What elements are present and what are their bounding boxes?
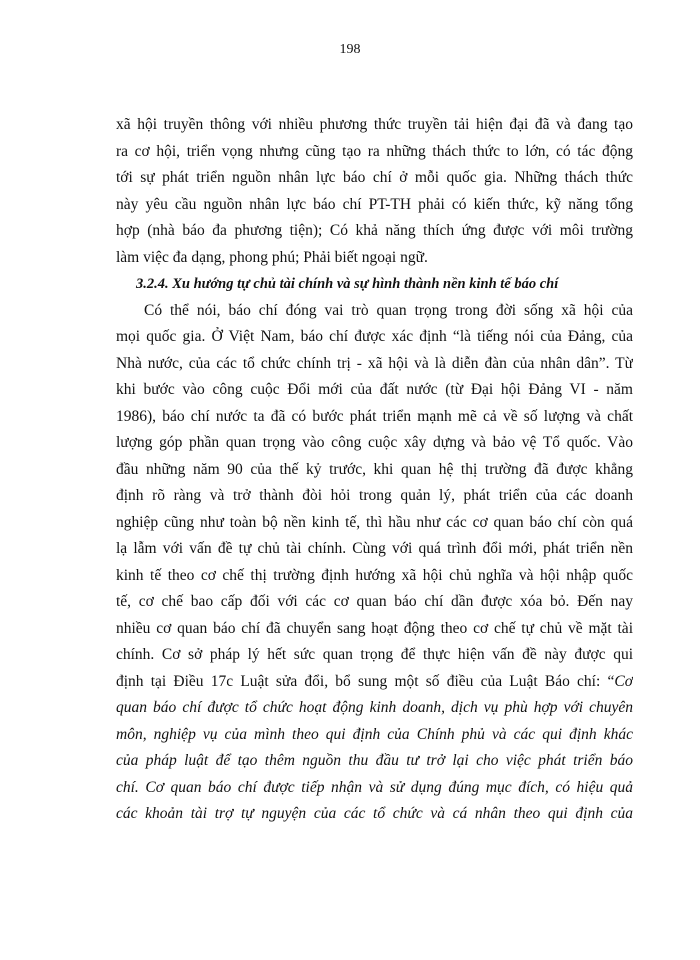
text-line: khi bước vào công cuộc Đổi mới của đất nước (từ Đại hội Đảng VI - năm	[116, 381, 633, 398]
body-text	[116, 112, 633, 828]
text-line: định rõ ràng và trở thành đòi hỏi trong quản lý, phát triển của các doanh	[116, 487, 633, 504]
text-line: xã hội truyền thông với nhiều phương thức truyền tải hiện đại đã và đang tạo	[116, 116, 633, 133]
text-line: ra cơ hội, triển vọng nhưng cũng tạo ra những thách thức to lớn, có tác động	[116, 142, 633, 160]
text-line: lượng góp phần quan trọng vào công cuộc xây dựng và bảo vệ Tổ quốc. Vào	[116, 434, 633, 451]
text-line: lạ lẫm với vấn đề tự chủ tài chính. Cùng với quá trình đổi mới, phát triển nền	[116, 540, 633, 557]
text-line: nhiều cơ quan báo chí đã chuyển sang hoạt động theo cơ chế tự chủ về mặt tài	[116, 619, 633, 637]
quote-line: chí. Cơ quan báo chí được tiếp nhận và sử dụng đúng mục đích, có hiệu quả	[116, 778, 633, 796]
text-line: tế, cơ chế bao cấp đối với các cơ quan báo chí dần được xóa bỏ. Đến nay	[116, 593, 633, 610]
quote-line: quan báo chí được tổ chức hoạt động kinh doanh, dịch vụ phù hợp với chuyên	[116, 699, 633, 716]
quote-line: các khoản tài trợ tự nguyện của các tổ chức và cá nhân theo qui định của	[116, 805, 633, 822]
text-line: kinh tế theo cơ chế thị trường định hướng xã hội chủ nghĩa và hội nhập quốc	[116, 566, 633, 584]
section-heading: 3.2.4. Xu hướng tự chủ tài chính và sự hình thành nền kinh tế báo chí	[136, 276, 559, 292]
text-line: nghiệp cũng như toàn bộ nền kinh tế, thì hầu như các cơ quan báo chí còn quá	[116, 513, 633, 531]
text-line: mọi quốc gia. Ở Việt Nam, báo chí được xác định “là tiếng nói của Đảng, của	[116, 328, 633, 345]
text-line: này yêu cầu nguồn nhân lực báo chí PT-TH phải có kiến thức, kỹ năng tổng	[116, 195, 633, 213]
quote-line: của pháp luật để tạo thêm nguồn thu đầu tư trở lại cho việc phát triển báo	[116, 752, 633, 769]
quote-line: môn, nghiệp vụ của mình theo qui định của Chính phủ và các qui định khác	[116, 725, 633, 743]
text-line: Có thể nói, báo chí đóng vai trò quan trọng trong đời sống xã hội của	[144, 301, 633, 319]
text-line: làm việc đa dạng, phong phú; Phải biết ngoại ngữ.	[116, 248, 428, 266]
page-number: 198	[339, 42, 361, 57]
text-line-normal: định tại Điều 17c Luật sửa đổi, bổ sung một số điều của Luật Báo chí: “	[116, 672, 615, 690]
text-line: Nhà nước, của các tổ chức chính trị - xã hội và là diễn đàn của nhân dân”. Từ	[116, 354, 633, 372]
text-line	[116, 669, 633, 696]
text-line: chính. Cơ sở pháp lý hết sức quan trọng để thực hiện vấn đề này được qui	[116, 646, 633, 663]
text-line: hợp (nhà báo đa phương tiện); Có khả năng thích ứng được với môi trường	[116, 222, 633, 239]
text-line: đầu những năm 90 của thế kỷ trước, khi quan hệ thị trường đã được khẳng	[116, 460, 633, 478]
text-line-italic: Cơ	[614, 672, 633, 690]
text-line: 1986), báo chí nước ta đã có bước phát triển mạnh mẽ cả về số lượng và chất	[116, 407, 633, 425]
text-line: tới sự phát triển nguồn nhân lực báo chí ở mỗi quốc gia. Những thách thức	[116, 169, 633, 186]
